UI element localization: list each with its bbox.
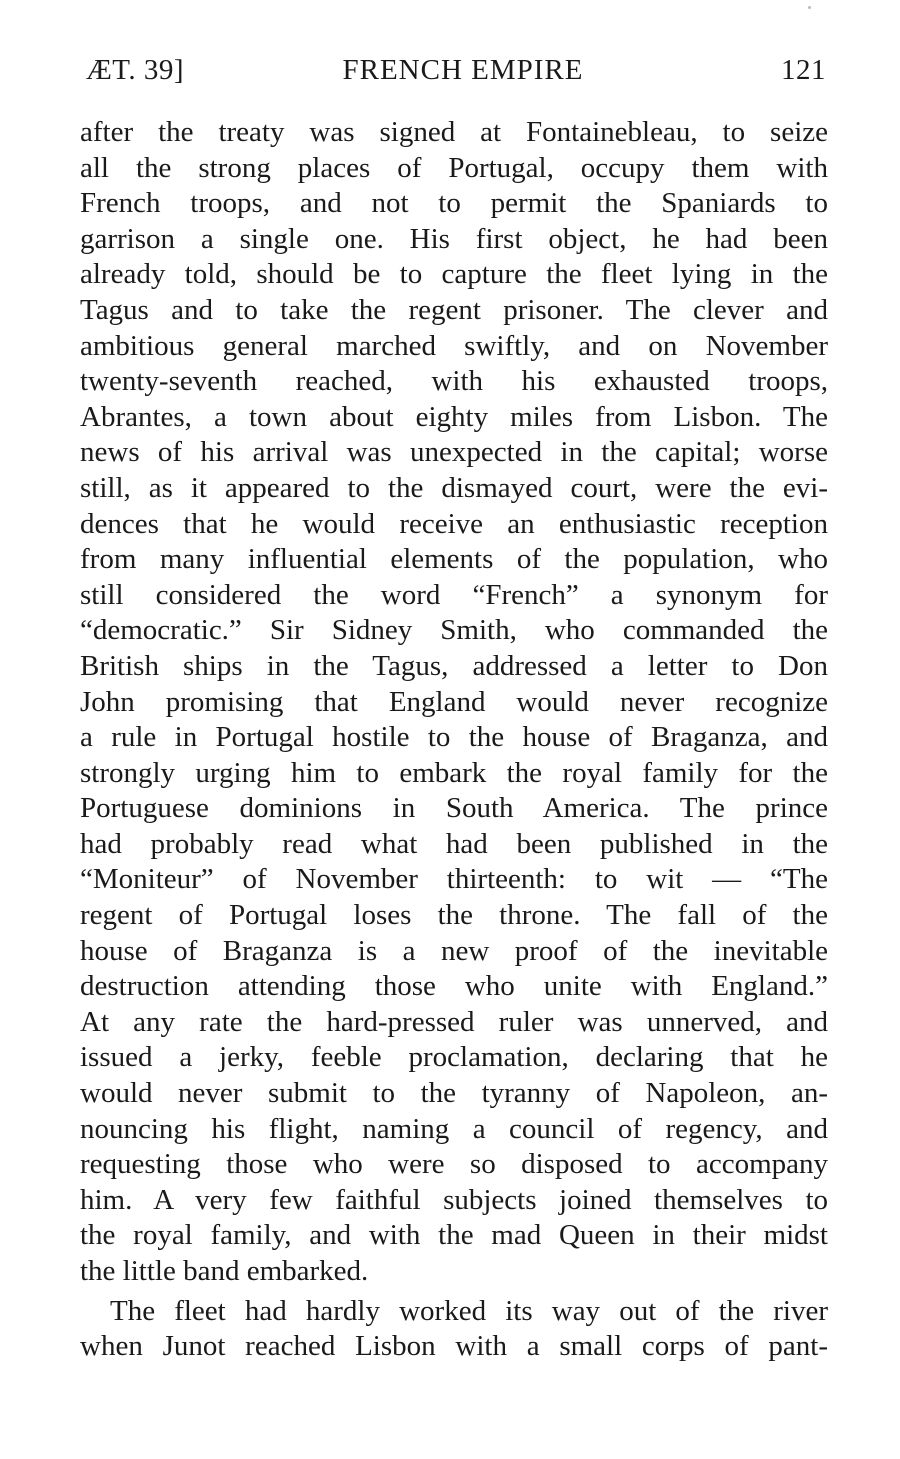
paragraph <box>80 1294 828 1365</box>
text-line: Portuguese dominions in South America. The prince <box>80 792 828 825</box>
text-line: news of his arrival was unexpected in the capital; worse <box>80 436 828 469</box>
text-line: destruction attending those who unite with England.” <box>80 970 828 1003</box>
text-line: would never submit to the tyranny of Napoleon, an- <box>80 1077 828 1110</box>
text-line: ambitious general marched swiftly, and on November <box>80 329 828 362</box>
text-line: still, as it appeared to the dismayed court, were the evi- <box>80 471 828 504</box>
body-text <box>80 115 828 1365</box>
header-age-marker: ÆT. 39] <box>86 54 185 86</box>
text-line: The fleet had hardly worked its way out of the river <box>110 1294 828 1327</box>
running-head <box>86 54 826 94</box>
text-line: At any rate the hard-pressed ruler was unnerved, and <box>80 1005 828 1038</box>
text-line: dences that he would receive an enthusiastic reception <box>80 507 828 540</box>
text-line: had probably read what had been published in the <box>80 827 828 860</box>
text-line: when Junot reached Lisbon with a small corps of pant- <box>80 1330 828 1363</box>
text-line: Abrantes, a town about eighty miles from Lisbon. The <box>80 400 828 433</box>
text-line: regent of Portugal loses the throne. The fall of the <box>80 899 828 932</box>
text-line: “Moniteur” of November thirteenth: to wit — “The <box>80 863 828 896</box>
text-line: John promising that England would never recognize <box>80 685 828 718</box>
header-title: FRENCH EMPIRE <box>342 54 584 86</box>
text-line: issued a jerky, feeble proclamation, declaring that he <box>80 1041 828 1074</box>
text-line: from many influential elements of the population, who <box>80 543 828 576</box>
text-line: already told, should be to capture the fleet lying in the <box>80 258 828 291</box>
text-line: British ships in the Tagus, addressed a letter to Don <box>80 649 828 682</box>
text-line: after the treaty was signed at Fontainebleau, to seize <box>80 116 828 148</box>
text-line: nouncing his flight, naming a council of regency, and <box>80 1112 828 1145</box>
text-line: house of Braganza is a new proof of the inevitable <box>80 934 828 967</box>
scan-speck <box>808 6 811 9</box>
text-line: Tagus and to take the regent prisoner. The clever and <box>80 293 828 326</box>
text-line: the little band embarked. <box>80 1255 369 1287</box>
page-number: 121 <box>781 54 826 86</box>
text-line: “democratic.” Sir Sidney Smith, who commanded the <box>80 614 828 647</box>
text-line: still considered the word “French” a synonym for <box>80 578 828 611</box>
text-line: a rule in Portugal hostile to the house of Braganza, and <box>80 721 828 754</box>
text-line: garrison a single one. His first object, he had been <box>80 222 828 255</box>
text-line: twenty-seventh reached, with his exhausted troops, <box>80 365 828 398</box>
text-line: requesting those who were so disposed to accompany <box>80 1148 828 1181</box>
text-line: him. A very few faithful subjects joined themselves to <box>80 1183 828 1216</box>
text-line: all the strong places of Portugal, occupy them with <box>80 151 828 184</box>
paragraph <box>80 115 828 1290</box>
text-line: the royal family, and with the mad Queen in their midst <box>80 1219 828 1252</box>
text-line: strongly urging him to embark the royal family for the <box>80 756 828 789</box>
text-line: French troops, and not to permit the Spaniards to <box>80 187 828 220</box>
